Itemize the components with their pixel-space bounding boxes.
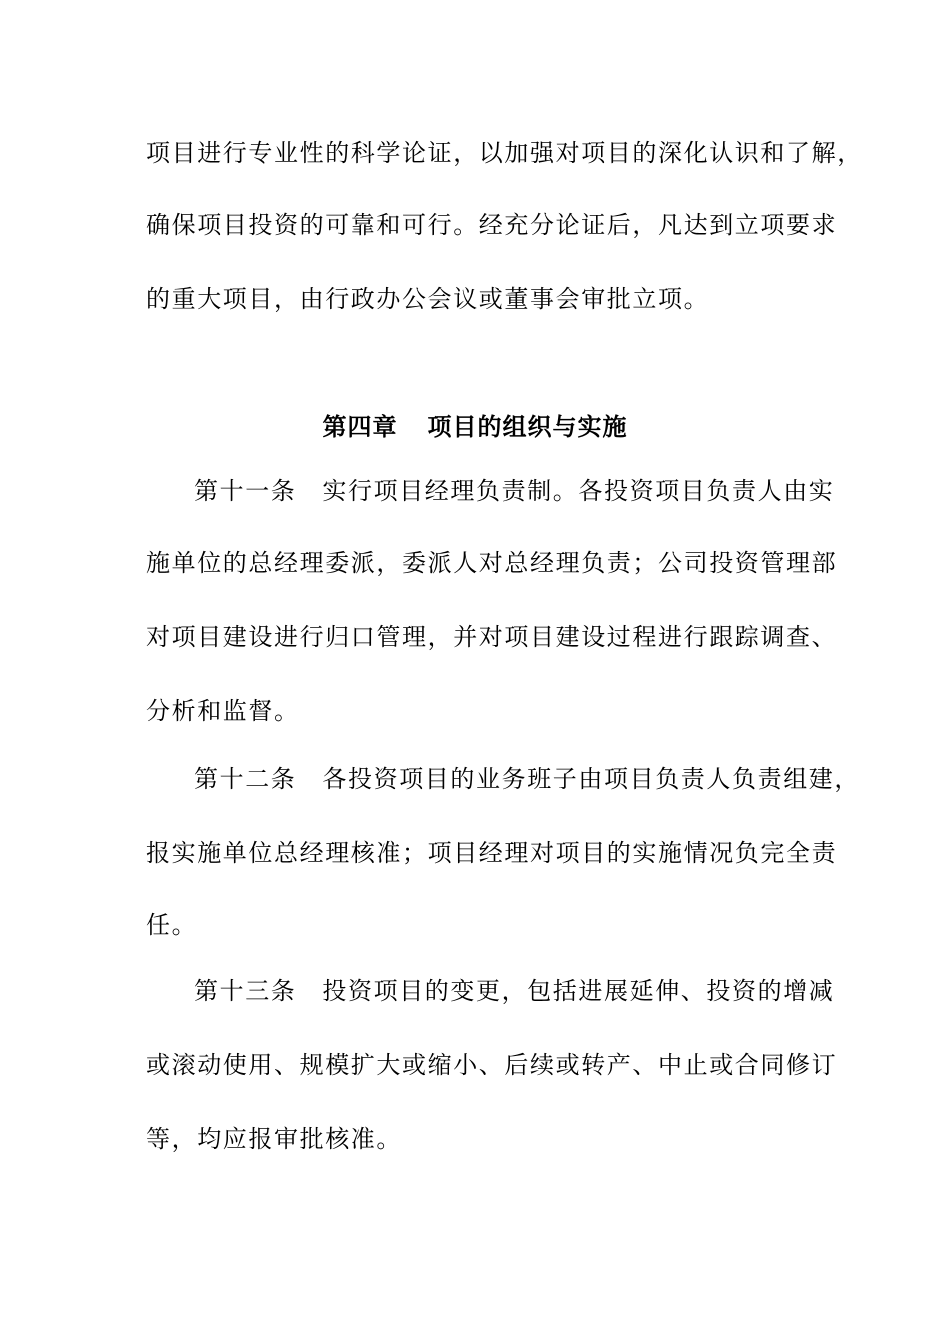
paragraph-line: 分析和监督。: [146, 697, 300, 725]
paragraph-line: 的重大项目，由行政办公会议或董事会审批立项。: [146, 285, 710, 313]
chapter-title: 项目的组织与实施: [427, 412, 628, 441]
article-text: 投资项目的变更，包括进展延伸、投资的增减: [322, 977, 835, 1005]
chapter-number: 第四章: [322, 412, 398, 441]
paragraph-line: 等，均应报审批核准。: [146, 1125, 402, 1153]
article-number: 第十三条: [194, 977, 297, 1005]
paragraph-line: 报实施单位总经理核准；项目经理对项目的实施情况负完全责: [146, 839, 838, 867]
article-first-line: [194, 476, 835, 506]
article-first-line: [194, 764, 861, 794]
paragraph-line: 或滚动使用、规模扩大或缩小、后续或转产、中止或合同修订: [146, 1051, 838, 1079]
paragraph-line: 施单位的总经理委派，委派人对总经理负责；公司投资管理部: [146, 549, 838, 577]
chapter-heading: [0, 412, 950, 442]
paragraph-line: 任。: [146, 911, 198, 939]
article-text: 各投资项目的业务班子由项目负责人负责组建，: [322, 765, 861, 793]
article-number: 第十二条: [194, 765, 297, 793]
paragraph-line: 确保项目投资的可靠和可行。经充分论证后，凡达到立项要求: [146, 211, 838, 239]
article-text: 实行项目经理负责制。各投资项目负责人由实: [322, 477, 835, 505]
paragraph-line: 项目进行专业性的科学论证，以加强对项目的深化认识和了解，: [146, 139, 863, 167]
paragraph-line: 对项目建设进行归口管理，并对项目建设过程进行跟踪调查、: [146, 623, 838, 651]
article-number: 第十一条: [194, 477, 297, 505]
article-first-line: [194, 976, 835, 1006]
